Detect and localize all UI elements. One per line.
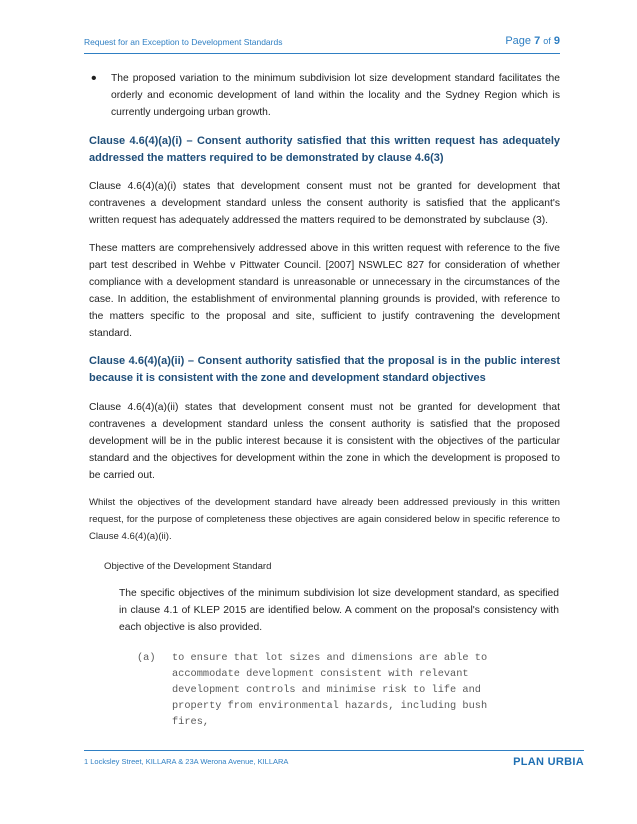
paragraph-2: These matters are comprehensively addressed above in this written request with reference to the five part test described in Wehbe v Pittwater Council. [2007] NSWLEC 827 for consideration of whether compliance with a development standard is unreasonable or unnecessary in the circumstances of the case. In addition, the establishment of environmental planning grounds is provided, with reference to the matters specific to the proposal and site, sufficient to justify contravening the development standard. bbox=[89, 243, 560, 339]
paragraph-3: Clause 4.6(4)(a)(ii) states that development consent must not be granted for development that contravenes a development standard unless the consent authority is satisfied that the proposed development will be in the public interest because it is consistent with the objectives of the particular standard and the objectives for development within the zone in which the development is proposed to be carried out. bbox=[89, 402, 560, 481]
page-total: 9 bbox=[553, 35, 560, 47]
page-number bbox=[505, 35, 560, 47]
section-heading-1: Clause 4.6(4)(a)(i) – Consent authority satisfied that this written request has adequately addressed the matters required to be demonstrated by clause 4.6(3) bbox=[89, 135, 560, 164]
objective-a-label: (a) bbox=[137, 652, 156, 664]
objective-item-a bbox=[137, 650, 517, 730]
objective-a-text: to ensure that lot sizes and dimensions are able to accommodate development consistent with relevant development controls and minimise risk to life and property from environmental hazards, including bush fires, bbox=[172, 652, 488, 728]
bullet-item bbox=[89, 70, 560, 121]
page-of: of bbox=[543, 36, 551, 46]
footer-address: 1 Locksley Street, KILLARA & 23A Werona Avenue, KILLARA bbox=[84, 757, 289, 766]
bullet-icon: • bbox=[91, 70, 97, 87]
document-body bbox=[89, 70, 560, 730]
page-footer bbox=[84, 750, 584, 771]
bullet-text: The proposed variation to the minimum subdivision lot size development standard facilitates the orderly and economic development of land within the locality and the Sydney Region which is currently undergoing urban growth. bbox=[111, 73, 560, 118]
paragraph-1: Clause 4.6(4)(a)(i) states that development consent must not be granted for development that contravenes a development standard unless the consent authority is satisfied that the applicant's written request has adequately addressed the matters required to be demonstrated by subclause (3). bbox=[89, 181, 560, 226]
section-heading-2: Clause 4.6(4)(a)(ii) – Consent authority satisfied that the proposal is in the public interest because it is consistent with the zone and development standard objectives bbox=[89, 355, 560, 384]
page-prefix: Page bbox=[505, 35, 532, 47]
objective-heading: Objective of the Development Standard bbox=[104, 561, 272, 572]
page-header bbox=[84, 37, 560, 54]
footer-brand-logo: PLAN URBIA bbox=[513, 756, 584, 768]
paragraph-5: The specific objectives of the minimum subdivision lot size development standard, as specified in clause 4.1 of KLEP 2015 are identified below. A comment on the proposal's consistency with each objective is also provided. bbox=[119, 588, 559, 633]
paragraph-4: Whilst the objectives of the development standard have already been addressed previously in this written request, for the purpose of completeness these objectives are again considered below in specific reference to Clause 4.6(4)(a)(ii). bbox=[89, 497, 560, 542]
header-title: Request for an Exception to Development Standards bbox=[84, 37, 283, 47]
page-current: 7 bbox=[534, 35, 541, 47]
